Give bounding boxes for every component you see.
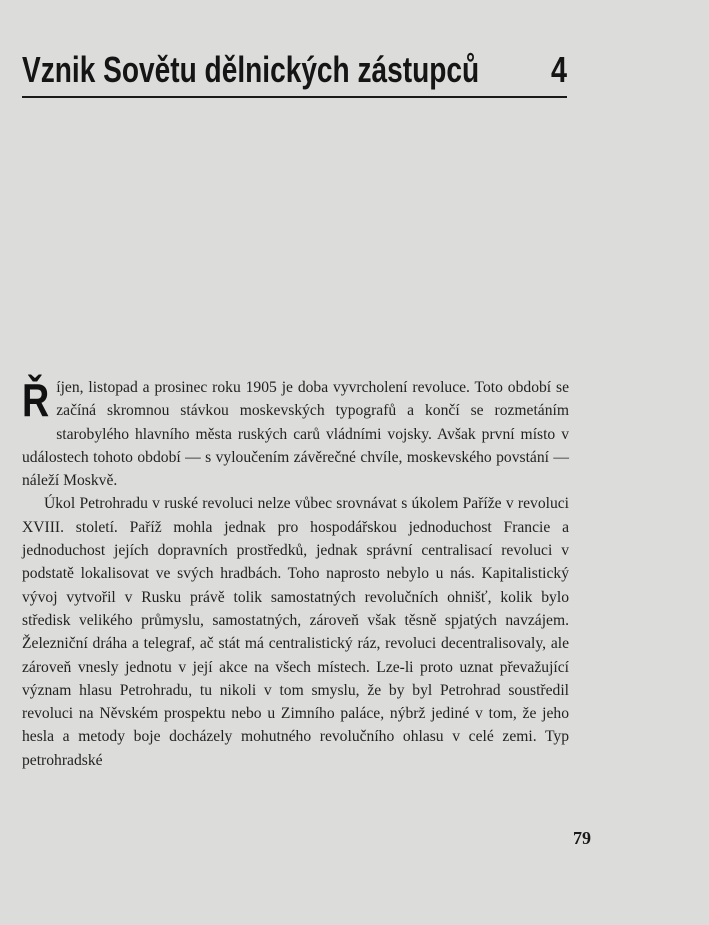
drop-cap: Ř xyxy=(22,374,50,426)
chapter-title: Vznik Sovětu dělnických zástupců xyxy=(22,49,480,90)
page-number: 79 xyxy=(573,828,591,848)
body-text xyxy=(22,376,569,772)
paragraph-1-text: íjen, listopad a prosinec roku 1905 je doba vyvrcholení revoluce. Toto období se začíná skromnou stávkou moskevských typografů a končí se rozmetáním starobylého hlavního města ruských carů vládními vojsky. Avšak první místo v událostech tohoto období — s vyloučením závěrečné chvíle, moskevského povstání — náleží Moskvě. xyxy=(22,379,569,490)
chapter-number: 4 xyxy=(550,49,567,90)
chapter-header xyxy=(22,40,567,98)
paragraph-1 xyxy=(22,376,569,492)
paragraph-2: Úkol Petrohradu v ruské revoluci nelze vůbec srovnávat s úkolem Paříže v revoluci XVIII. století. Paříž mohla jednak pro hospodářskou jednoduchost Francie a jednoduchost jejích dopravních prostředků, jednak správní centralisací revoluci v podstatě lokalisovat ve svých hradbách. Toho naprosto nebylo u nás. Kapitalistický vývoj vytvořil v Rusku právě tolik samostatných revolučních ohnišť, kolik bylo středisk velikého průmyslu, samostatných, zároveň však těsně spjatých navzájem. Železniční dráha a telegraf, ač stát má centralistický ráz, revoluci decentralisovaly, ale zároveň vnesly jednotu v její akce na všech místech. Lze-li proto uznat převažující význam hlasu Petrohradu, tu nikoli v tom smyslu, že by byl Petrohrad soustředil revoluci na Něvském prospektu nebo u Zimního paláce, nýbrž jediné v tom, že jeho hesla a metody boje docházely mohutného revolučního ohlasu v celé zemi. Typ petrohradské xyxy=(22,495,569,769)
